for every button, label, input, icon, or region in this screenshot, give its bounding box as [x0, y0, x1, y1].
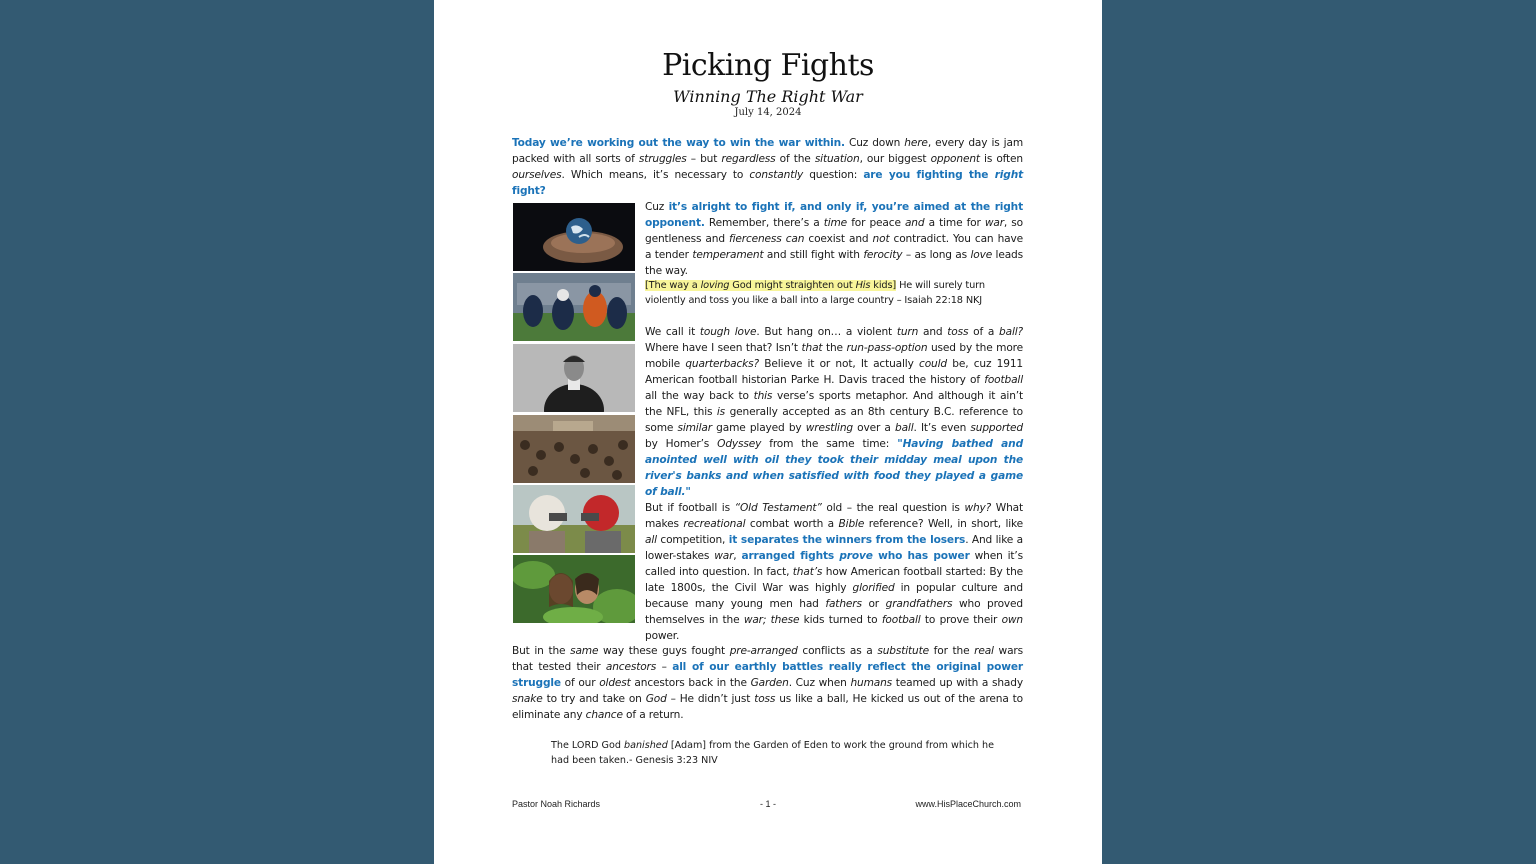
helmets-clash-image: [513, 485, 635, 553]
isaiah-scripture: [The way a loving God might straighten out His kids] He will surely turn violently and toss you like a ball into a large country – Isaiah 22:18 NKJ: [645, 280, 985, 306]
football-game-image: [513, 273, 635, 341]
document-date: July 14, 2024: [734, 107, 802, 118]
footer-website: www.HisPlaceChurch.com: [915, 799, 1021, 809]
document-page: [434, 0, 1102, 864]
adam-and-eve-garden-image: [513, 555, 635, 623]
historian-portrait-image: [513, 344, 635, 412]
globe-in-hand-image: [513, 203, 635, 271]
intro-paragraph: Today we’re working out the way to win the war within. Cuz down here, every day is jam packed with all sorts of struggles – but regardless of the situation, our biggest opponent is often ourselves. Which means, it’s necessary to constantly question: are you fighting the right fight?: [512, 137, 1023, 197]
football-history-paragraph: We call it tough love. But hang on… a violent turn and toss of a ball? Where have I seen that? Isn’t that the run-pass-option used by the more mobile quarterbacks? Believe it or not, It actually could be, cuz 1911 American football historian Parke H. Davis traced the history of football all the way back to this verse’s sports metaphor. And although it ain’t the NFL, this is generally accepted as an 8th century B.C. reference to some similar game played by wrestling over a ball. It’s even supported by Homer’s Odyssey from the same time: "Having bathed and anointed well with oil they took their midday meal upon the river's banks and when satisfied with food they played a game of ball.": [645, 326, 1024, 498]
footer-page-number: - 1 -: [759, 799, 776, 809]
winners-losers-paragraph: But if football is “Old Testament” old – the real question is why? What makes recreational combat worth a Bible reference? Well, in short, like all competition, it separates the winners from the losers. And like a lower-stakes war, arranged fights prove who has power when it’s called into question. In fact, that’s how American football started: By the late 1800s, the Civil War was highly glorified in popular culture and because many young men had fathers or grandfathers who proved themselves in the war; these kids turned to football to prove their own power.: [645, 502, 1024, 642]
vintage-football-crowd-image: [513, 415, 635, 483]
footer-author: Pastor Noah Richards: [512, 799, 601, 809]
genesis-quote: The LORD God banished [Adam] from the Garden of Eden to work the ground from which he had been taken.- Genesis 3:23 NIV: [551, 740, 995, 766]
highlighted-note: [The way a loving God might straighten out His kids]: [645, 280, 897, 291]
document-title: Picking Fights: [662, 48, 874, 83]
opponent-paragraph: Cuz it’s alright to fight if, and only if, you’re aimed at the right opponent. Remember, there’s a time for peace and a time for war, so gentleness and fierceness can coexist and not contradict. You can have a tender temperament and still fight with ferocity – as long as love leads the way.: [645, 201, 1023, 277]
document-subtitle: Winning The Right War: [673, 87, 863, 106]
garden-paragraph: But in the same way these guys fought pre-arranged conflicts as a substitute for the real wars that tested their ancestors – all of our earthly battles really reflect the original power struggle of our oldest ancestors back in the Garden. Cuz when humans teamed up with a shady snake to try and take on God – He didn’t just toss us like a ball, He kicked us out of the arena to eliminate any chance of a return.: [512, 645, 1023, 721]
